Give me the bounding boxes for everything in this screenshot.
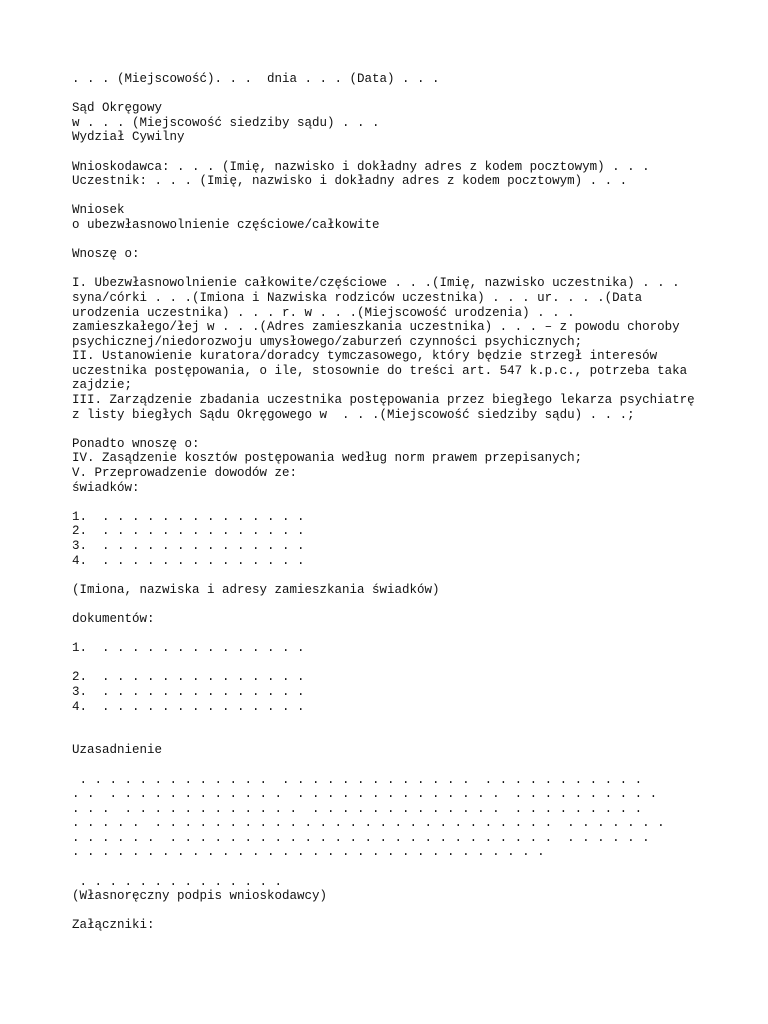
requests-block — [72, 276, 728, 422]
witnesses-label: świadków: — [72, 480, 140, 495]
request-line: I. Ubezwłasnowolnienie całkowite/częściowe . . .(Imię, nazwisko uczestnika) . . . — [72, 276, 680, 291]
request-line: II. Ustanowienie kuratora/doradcy tymczasowego, który będzie strzegł interesów — [72, 349, 658, 364]
additional-requests-block — [72, 437, 728, 495]
list-item: 2. . . . . . . . . . . . . . . — [72, 524, 305, 539]
attachments-label: Załączniki: — [72, 918, 155, 933]
additional-line: IV. Zasądzenie kosztów postępowania według norm prawem przepisanych; — [72, 451, 583, 466]
signature-label: (Własnoręczny podpis wnioskodawcy) — [72, 889, 328, 904]
participant-line: Uczestnik: . . . (Imię, nazwisko i dokładny adres z kodem pocztowym) . . . — [72, 174, 628, 189]
document-title — [72, 203, 728, 232]
justification-block — [72, 773, 728, 861]
witnesses-note: (Imiona, nazwiska i adresy zamieszkania świadków) — [72, 582, 440, 597]
list-item: 1. . . . . . . . . . . . . . . — [72, 641, 305, 656]
request-line: zajdzie; — [72, 378, 133, 393]
signature-block — [72, 875, 728, 904]
list-item: 3. . . . . . . . . . . . . . . — [72, 539, 305, 553]
court-division: Wydział Cywilny — [72, 130, 185, 145]
title-line: Wniosek — [72, 203, 125, 218]
witnesses-list — [72, 510, 728, 568]
list-item: 4. . . . . . . . . . . . . . . — [72, 553, 305, 568]
subtitle-line: o ubezwłasnowolnienie częściowe/całkowite — [72, 217, 380, 232]
list-item: 1. . . . . . . . . . . . . . . — [72, 509, 305, 524]
justification-line: . . . . . . . . . . . . . . . . . . . . . . . . . . . . . . . . . . . . . — [72, 801, 643, 816]
list-item: 4. . . . . . . . . . . . . . . — [72, 699, 305, 714]
list-item: 2. . . . . . . . . . . . . . . — [72, 670, 305, 685]
court-seat: w . . . (Miejscowość siedziby sądu) . . . — [72, 115, 380, 130]
justification-label: Uzasadnienie — [72, 743, 163, 758]
request-line: psychicznej/niedorozwoju umysłowego/zaburzeń czynności psychicznych; — [72, 334, 583, 349]
request-line: syna/córki . . .(Imiona i Nazwiska rodziców uczestnika) . . . ur. . . .(Data — [72, 290, 643, 305]
request-line: zamieszkałego/łej w . . .(Adres zamieszkania uczestnika) . . . – z powodu choroby — [72, 320, 680, 335]
place-date-line: . . . (Miejscowość). . . dnia . . . (Data) . . . — [72, 72, 440, 86]
request-intro: Wnoszę o: — [72, 247, 140, 262]
justification-line: . . . . . . . . . . . . . . . . . . . . . . . . . . . . . . . . . . . . . . — [72, 787, 658, 802]
applicant-line: Wnioskodawca: . . . (Imię, nazwisko i dokładny adres z kodem pocztowym) . . . — [72, 159, 650, 174]
request-line: uczestnika postępowania, o ile, stosownie do treści art. 547 k.p.c., potrzeba taka — [72, 363, 688, 378]
court-name: Sąd Okręgowy — [72, 101, 163, 116]
additional-line: Ponadto wnoszę o: — [72, 436, 200, 451]
court-block — [72, 101, 728, 145]
signature-dots: . . . . . . . . . . . . . . — [72, 874, 283, 889]
justification-line: . . . . . . . . . . . . . . . . . . . . . . . . . . . . . . . . . . . . . . . — [72, 816, 665, 831]
justification-line: . . . . . . . . . . . . . . . . . . . . . . . . . . . . . . . . . . . . . . — [72, 830, 650, 845]
parties-block — [72, 160, 728, 189]
request-line: z listy biegłych Sądu Okręgowego w . . .(Miejscowość siedziby sądu) . . .; — [72, 407, 635, 422]
list-item: 3. . . . . . . . . . . . . . . — [72, 684, 305, 699]
documents-list — [72, 670, 728, 714]
documents-label: dokumentów: — [72, 611, 155, 626]
request-line: urodzenia uczestnika) . . . r. w . . .(Miejscowość urodzenia) . . . — [72, 305, 575, 320]
justification-line: . . . . . . . . . . . . . . . . . . . . . . . . . . . . . . . . — [72, 845, 545, 860]
request-line: III. Zarządzenie zbadania uczestnika postępowania przez biegłego lekarza psychiatrę — [72, 393, 695, 408]
justification-line: . . . . . . . . . . . . . . . . . . . . . . . . . . . . . . . . . . . . . — [72, 772, 643, 787]
additional-line: V. Przeprowadzenie dowodów ze: — [72, 466, 298, 481]
